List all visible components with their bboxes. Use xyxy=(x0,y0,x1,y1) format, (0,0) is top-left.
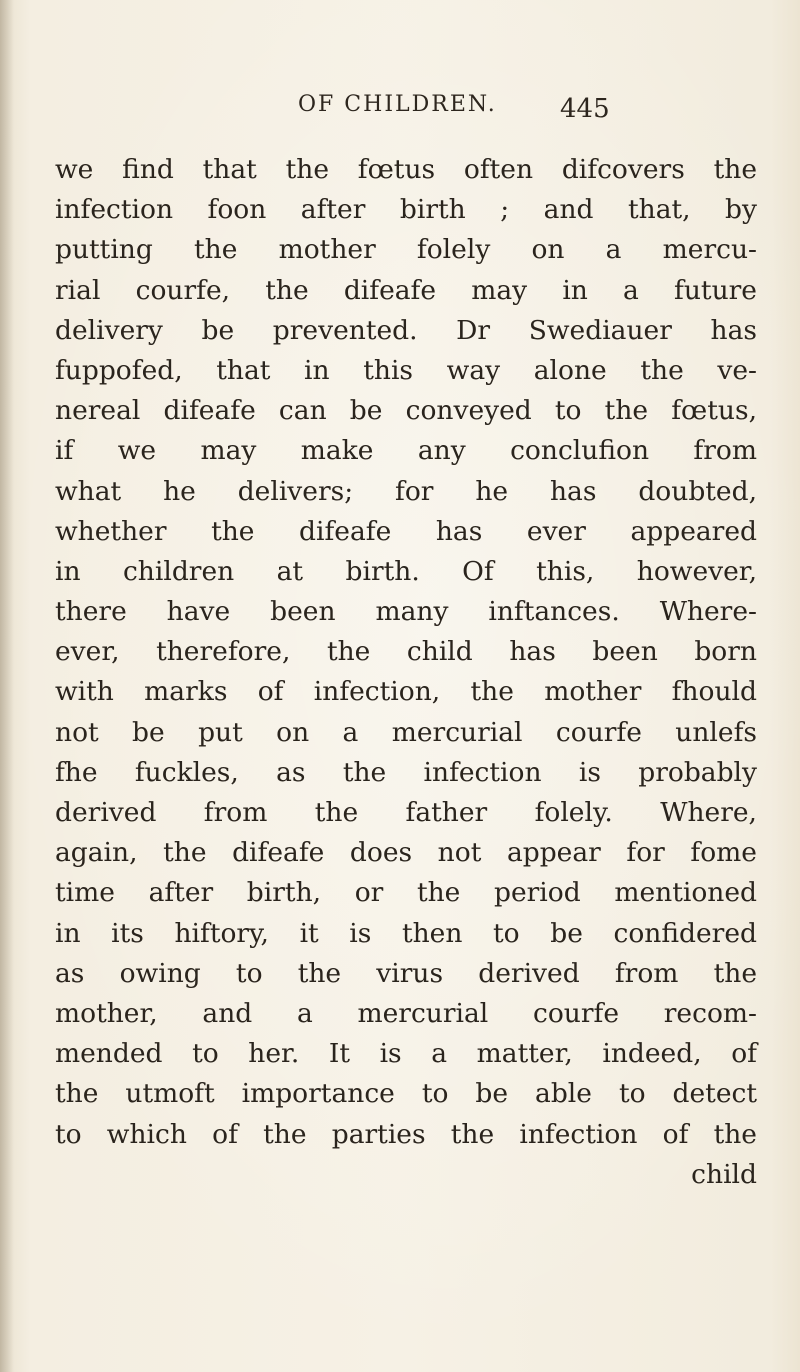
text-line: derived from the father folely. Where, xyxy=(55,797,757,828)
text-line: the utmoft importance to be able to detect xyxy=(55,1078,757,1110)
text-line: what he delivers; for he has doubted, xyxy=(55,475,757,507)
text-line: again, the difeafe does not appear for fome xyxy=(55,837,757,869)
catchword: child xyxy=(691,1158,757,1190)
text-line: fhe fuckles, as the infection is probably xyxy=(55,756,757,788)
text-line: mother, and a mercurial courfe recom- xyxy=(55,997,757,1029)
text-line: mended to her. It is a matter, indeed, of xyxy=(55,1038,757,1070)
text-line: time after birth, or the period mentioned xyxy=(55,877,757,909)
text-line: putting the mother folely on a mercu- xyxy=(55,234,757,266)
text-line: in children at birth. Of this, however, xyxy=(55,555,757,587)
text-line: ever, therefore, the child has been born xyxy=(55,636,757,668)
spine-shadow xyxy=(0,0,14,1372)
text-line: to which of the parties the infection of the xyxy=(55,1118,757,1150)
page-header xyxy=(0,92,800,132)
text-line: infection foon after birth ; and that, by xyxy=(55,194,757,226)
text-line: in its hiftory, it is then to be confidered xyxy=(55,917,757,949)
text-line: there have been many inftances. Where- xyxy=(55,596,757,628)
text-line: whether the difeafe has ever appeared xyxy=(55,515,757,547)
text-line: not be put on a mercurial courfe unlefs xyxy=(55,716,757,748)
text-line: fuppofed, that in this way alone the ve- xyxy=(55,354,757,386)
text-line: rial courfe, the difeafe may in a future xyxy=(55,274,757,306)
running-head: OF CHILDREN. xyxy=(298,92,497,117)
text-line: we find that the fœtus often difcovers the xyxy=(55,154,757,185)
text-line: with marks of infection, the mother fhould xyxy=(55,676,757,708)
text-line: nereal difeafe can be conveyed to the fœtus, xyxy=(55,395,757,427)
text-line: delivery be prevented. Dr Swediauer has xyxy=(55,314,757,346)
page-number: 445 xyxy=(560,94,610,124)
text-line: if we may make any conclufion from xyxy=(55,435,757,467)
body-text xyxy=(55,150,757,1195)
text-line: as owing to the virus derived from the xyxy=(55,957,757,989)
